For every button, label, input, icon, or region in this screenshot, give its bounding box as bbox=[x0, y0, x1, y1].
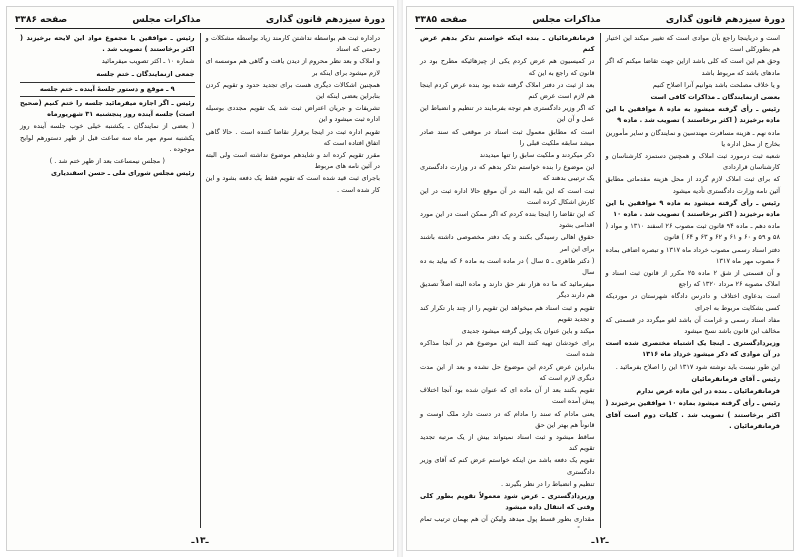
paragraph-bold: رئیس مجلس شورای ملی ـ حسن اسفندیاری bbox=[51, 169, 195, 178]
paragraph-boxed: ۹ ـ موقع و دستور جلسهٔ آینده ـ ختم جلسه bbox=[20, 82, 195, 97]
paragraph-text: میکند و باین عنوان یک پولی گرفته میشود جدیدی bbox=[461, 327, 595, 336]
paragraph-text: این طور نیست باید نوشته شود ۱۳۱۷ این را اصلاح بفرمائید . bbox=[615, 362, 780, 371]
paragraph-text: دفتر اسناد رسمی مصوب خرداد ماه ۱۳۱۷ و تبصره اضافی بماده ۶ مصوب مهر ماه ۱۳۱۷ bbox=[605, 245, 780, 265]
paragraph-text: تقویم اداره ثبت در اینجا برقرار نقاضا کننده است . حالا گاهی اتفاق افتاده است که bbox=[205, 127, 380, 147]
paragraph-text: باجرای ثبت قید شده است که تقویم فقط یک دفعه بشود و این کار شده است . bbox=[205, 174, 380, 194]
paragraph-speaker: رئیس ـ موافقین با مجموع مواد این لایحه برخیزند ( اکثر برخاستند ) تصویب شد . bbox=[20, 34, 195, 54]
paragraph-text: تقویم بکنند بعد از آن ماده ای که عنوان شده بود آنجا اختلاف پیش آمده است bbox=[420, 386, 595, 406]
paragraph-text: و یا خلاف مصلحت باشد بتوانیم آنرا اصلاح کنیم bbox=[652, 80, 780, 89]
paragraph-text: بنابراین عرض کردم این موضوع حل نشده و بعد از این مدت دیگری لازم است که bbox=[420, 362, 595, 382]
paragraph-text: و آن قسمتی از شق ۲ ماده ۲۵ مکرر از قانون ثبت اسناد و املاک مصوبه ۲۶ مرداد ۱۳۲۰ که راجع bbox=[605, 269, 781, 289]
paragraph-bold: جمعی ازنمایندگان ـ ختم جلسه bbox=[96, 69, 195, 78]
paragraph-text: بعد از ثبت در دفتر املاک گرفته شده بود بنده عرض کردم اینجا هم لازم است عرض کنم bbox=[420, 80, 595, 101]
book-spine bbox=[397, 0, 403, 557]
paragraph-text: برای خودشان تهیه کنند البته این موضوع هم در آنجا مذاکره شده است bbox=[420, 339, 595, 359]
paragraph-text: و املاک و بعد نظر محروم از دیدن یافت و گاهی هم موسسه ای لازم میشود برای اینکه بر bbox=[205, 57, 380, 77]
paragraph-text: است بدعاوی اختلاف و دادرس دادگاه شهرستان در موردیکه کسی بشکایت مربوط به اجرای bbox=[605, 292, 780, 312]
right-page-col-left bbox=[415, 33, 600, 528]
left-page-col-left bbox=[15, 33, 200, 528]
paragraph-bold: فرمانفرمائیان ـ بنده اینکه خواستم تذکر بدهم عرض کنم bbox=[420, 34, 595, 54]
paragraph-text: تقویم یک دفعه باشد من اینکه خواستم عرض کنم که آقای وزیر دادگستری bbox=[420, 456, 595, 476]
paragraph-text: ماده دهم ـ ماده ۹۴ قانون ثبت مصوب ۲۶ اسفند ۱۳۱۰ و مواد ( ۵۸ و ۵۹ و ۶۰ و ۶۱ و ۶۲ و ۶۳ و ۶۴ ) قانون bbox=[605, 222, 780, 242]
paragraph-text: ( دکتر طاهری ـ ۵ سال ) در ماده است به ماده ۶ که بیاید به ده سال bbox=[420, 256, 595, 277]
paragraph-text: میفرمائید که ما ده هزار نفر حق دارند و ماده البته اصلاً تصدیق هم دارند دیگر bbox=[420, 280, 595, 300]
paragraph-speaker: رئیس ـ رأی گرفته میشود به ماده ۹ موافقین با این ماده برخیزند ( اکثر برخاستند ) تصویب شد . ماده ۱۰ bbox=[605, 198, 780, 219]
paragraph-text: شماره ۱۰ ـ اکثر تصویب میفرمائید bbox=[101, 57, 195, 66]
paragraph-text: دراداره ثبت هم بواسطه نداشتن کارمند زیاد بواسطه مشکلات و زحمتی که اسناد bbox=[205, 34, 380, 54]
paragraph-speaker: رئیس ـ رأی گرفته میشود به ماده ۸ موافقین با این ماده برخیزند ( اکثر برخاستند ) تصویب شد . ماده ۹ bbox=[605, 105, 780, 125]
right-page-columns bbox=[415, 33, 785, 528]
paragraph-text: است و درباینجا راجع بآن موادی است که تغییر میکند این اختیار هم بطورکلی است bbox=[605, 34, 780, 54]
paragraph-text: تنظیم و انضباط را در نظر بگیرند . bbox=[501, 479, 595, 488]
right-page bbox=[406, 6, 794, 551]
paragraph-text: ( بعضی از نمایندگان ـ یکشنبه خیلی خوب جلسه آینده روز یکشنبه سوم مهر ماه سه ساعت قبل از ظهر دستورهم لوایح موجوده . bbox=[20, 122, 195, 153]
paragraph-text: ساقط میشود و ثبت اسناد نمیتواند بیش از یک مرتبه تجدید تقویم کند bbox=[420, 432, 595, 453]
left-page-footer: ـ۱۳ـ bbox=[191, 536, 209, 546]
paragraph-text: همچنین اشکالات دیگری هست برای تجدید حدود و تقویم کردن بنابراین بعضی اینکه این bbox=[205, 80, 380, 101]
paragraph-text: حقوق اهالی رسیدگی بکنند و یک دفتر مخصوصی داشته باشند برای این امر bbox=[420, 233, 595, 253]
paragraph-text: ماده نهم ـ هزینه مسافرت مهندسین و نمایندگان و سایر مأمورین بخارج از محل اداره یا bbox=[605, 128, 780, 148]
paragraph-text: است که مطابق معمول ثبت اسناد در موقعی که سند صادر میشد سابقه ملکیت قبلی را bbox=[420, 127, 595, 147]
paragraph-text: که این تقاضا را اینجا بنده کردم که اگر ممکن است در این مورد اقدامی بشود bbox=[420, 210, 595, 230]
left-page-columns bbox=[15, 33, 385, 528]
right-page-number: صفحه ۳۳۸۵ bbox=[415, 14, 468, 25]
paragraph-text: که برای ثبت املاک لازم گردد از محل هزینه مقدماتی مطابق آئین نامه وزارت دادگستری تأدیه میشود bbox=[605, 175, 780, 195]
paragraph-text: وحق هم این است که کلی باشد ازاین جهت تقاضا میکنم که اگر مادهای باشد که مربوط باشد bbox=[605, 57, 780, 77]
paragraph-speaker: رئیس ـ آقای فرمانفرمائیان bbox=[691, 374, 780, 383]
paragraph-text: ذکر میکردند و ملکیت سابق را تنها میدیدند bbox=[479, 151, 595, 160]
paragraph-text: تقویم و ثبت اسناد هم میخواهد این تقویم را از چند بار تکرار کند و تجدید تقویم bbox=[420, 303, 595, 323]
paragraph-bold: فرمانفرمائیان ـ بنده در این ماده عرض ندارم bbox=[636, 387, 780, 396]
left-title-label: مذاکرات مجلس bbox=[132, 14, 201, 25]
paragraph-text: در کمیسیون هم عرض کردم یکی از چیزهائیکه مطرح بود در قانون که راجع به این که bbox=[420, 57, 595, 77]
paragraph-text: مقرر تقویم کرده اند و شایدهم موضوع نداشته است ولی البته در آئین نامه های مربوط bbox=[205, 151, 380, 171]
left-page-header bbox=[15, 11, 385, 29]
paragraph-bold: وزیردادگستری ـ عرض شود معمولاً تقویم بطور کلی وقتی که انتقال داده میشود bbox=[420, 491, 595, 512]
left-page-col-right bbox=[201, 33, 386, 528]
right-title-label: مذاکرات مجلس bbox=[532, 14, 601, 25]
paragraph-text: ثبت است که این بلیه البته در آن موقع حالا اداره ثبت در این کارش اشکال کرده است bbox=[420, 186, 595, 206]
right-page-header bbox=[415, 11, 785, 29]
right-page-col-right bbox=[601, 33, 786, 528]
paragraph-text: شعبه ثبت درمورد ثبت املاک و همچنین دستمزد کارشناسان و کارشناسان قراردادی bbox=[605, 152, 780, 172]
paragraph-text: این موضوع را بنده خواستم تذکر بدهم که در وزارت دادگستری یک ترتیبی بدهند که bbox=[420, 163, 595, 183]
right-page-footer: ـ۱۲ـ bbox=[591, 536, 609, 546]
paragraph-text: تشریفات و جریان اعتراض ثبت شد یک تقویم مجددی بوسیله اداره ثبت میشود و این bbox=[205, 104, 380, 124]
paragraph-center: ( مجلس نیمساعت بعد از ظهر ختم شد . ) bbox=[49, 157, 165, 166]
column-divider bbox=[200, 33, 201, 528]
left-session-label: دورهٔ سیزدهم قانون گذاری bbox=[265, 14, 385, 25]
column-divider bbox=[600, 33, 601, 528]
paragraph-text: که اگر وزیر دادگستری هم توجه بفرمایند در تنظیم و انضباط این عمل و آن این bbox=[420, 104, 595, 124]
paragraph-bold: وزیردادگستری ـ اینجا یک اشتباه مختصری شده است در آن موادی که ذکر میشود خرداد ماه ۱۳۱۶ bbox=[605, 339, 780, 359]
paragraph-text: مفاد اسناد رسمی و غرامت آن باشد لغو میگردد در قسمتی که مخالف این قانون باشد نسخ میشود bbox=[605, 315, 780, 336]
right-session-label: دورهٔ سیزدهم قانون گذاری bbox=[665, 14, 785, 25]
paragraph-bold: بعضی ازنمایندگان ـ مذاکرات کافی است bbox=[650, 93, 780, 102]
paragraph-speaker: رئیس ـ اگر اجازه میفرمائید جلسه را ختم کنیم (صحیح است) جلسه آینده روز پنجشنبه ۳۱ شهریورماه bbox=[20, 99, 195, 119]
paragraph-text: یعنی مادام که سند را مادام که در دست دارد ملک اوست و قانوناً هم بهتر این حق bbox=[420, 409, 595, 429]
left-page bbox=[6, 6, 394, 551]
paragraph-speaker: رئیس ـ رأی گرفته میشود بماده ۱۰ موافقین برخیزند ( اکثر برخاستند ) تصویب شد . کلیات دوم است آقای فرمانفرمائیان . bbox=[605, 399, 780, 430]
left-page-number: صفحه ۳۳۸۶ bbox=[15, 14, 68, 25]
paragraph-text: مقداری بطور قسط پول میدهد ولیکن آن هم بهمان ترتیب تمام bbox=[420, 515, 595, 524]
